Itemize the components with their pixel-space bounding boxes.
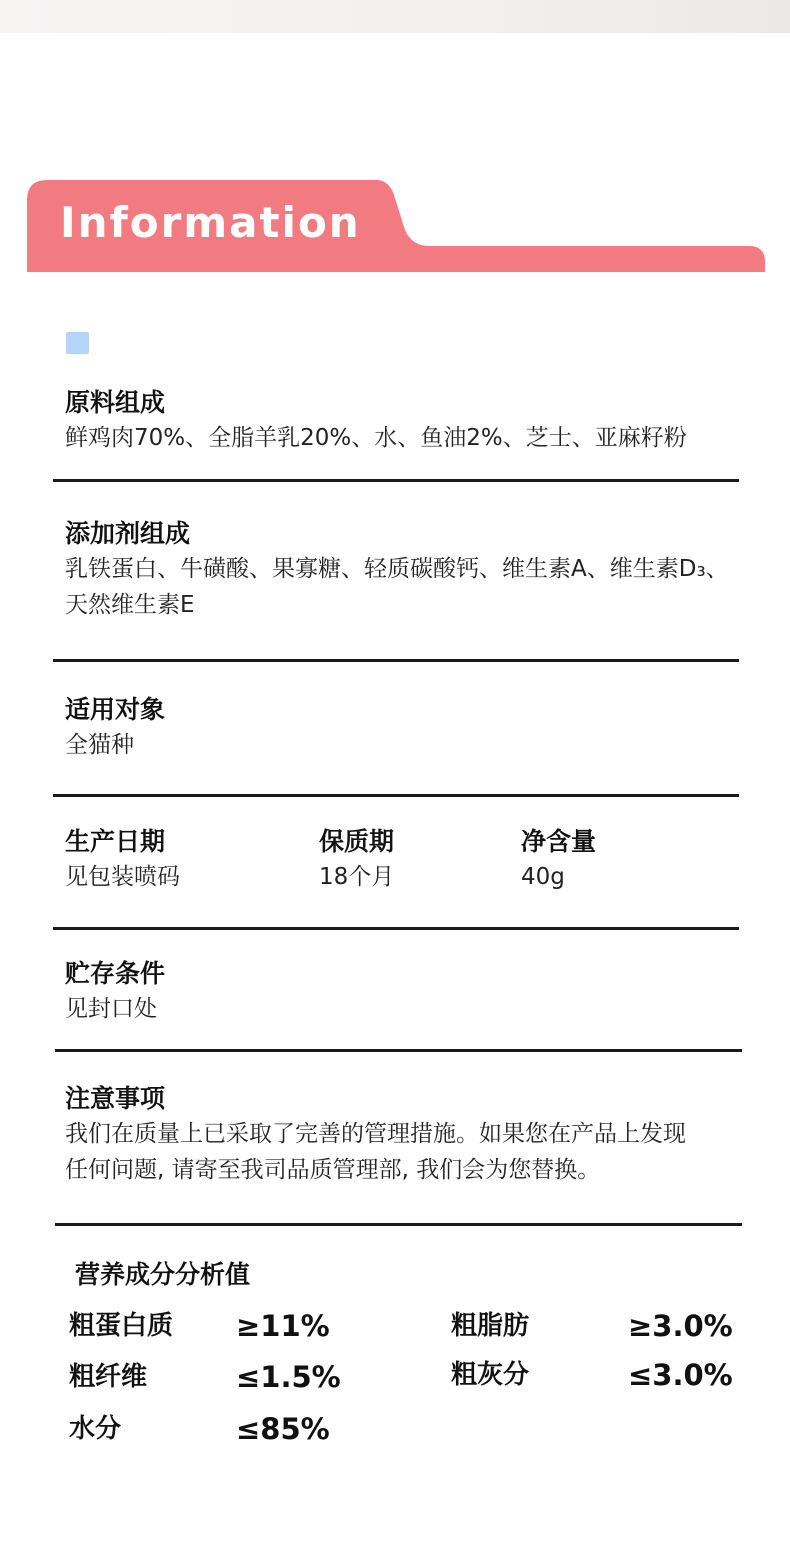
section-title: 适用对象 xyxy=(65,695,166,724)
section-additives xyxy=(65,517,729,623)
section-line: 见封口处 xyxy=(65,996,157,1022)
divider xyxy=(53,794,739,797)
section-title: 原料组成 xyxy=(65,388,166,417)
info-value: 18个月 xyxy=(319,864,395,890)
blue-square-marker xyxy=(66,332,89,354)
section-title: 注意事项 xyxy=(65,1084,166,1113)
nutrient-value: ≥3.0% xyxy=(628,1309,733,1343)
section-title: 添加剂组成 xyxy=(65,519,191,548)
section-line: 任何问题, 请寄至我司品质管理部, 我们会为您替换。 xyxy=(65,1157,601,1183)
info-value: 见包装喷码 xyxy=(65,864,180,890)
info-shelf-life xyxy=(319,825,394,895)
top-gradient-strip xyxy=(0,0,790,33)
banner-title: Information xyxy=(60,198,361,247)
section-line: 天然维生素E xyxy=(65,592,195,618)
nutrient-name: 粗脂肪 xyxy=(451,1311,530,1341)
info-net-content xyxy=(521,825,596,895)
nutrient-name: 粗纤维 xyxy=(69,1362,148,1392)
nutrient-value: ≤85% xyxy=(236,1412,330,1446)
nutrient-name: 水分 xyxy=(69,1414,122,1444)
divider xyxy=(53,927,739,930)
divider xyxy=(55,1223,742,1226)
section-line: 全猫种 xyxy=(65,732,134,758)
section-storage xyxy=(65,957,165,1027)
section-notice xyxy=(65,1082,686,1188)
nutrient-value: ≤1.5% xyxy=(236,1360,341,1394)
nutrition-title: 营养成分分析值 xyxy=(75,1260,251,1289)
divider xyxy=(53,479,739,482)
section-line: 鲜鸡肉70%、全脂羊乳20%、水、鱼油2%、芝士、亚麻籽粉 xyxy=(65,425,687,451)
divider xyxy=(53,659,739,662)
information-banner xyxy=(27,178,765,272)
section-applicable xyxy=(65,693,165,763)
info-title: 净含量 xyxy=(521,827,597,856)
section-title: 贮存条件 xyxy=(65,959,166,988)
info-production-date xyxy=(65,825,180,895)
nutrient-name: 粗蛋白质 xyxy=(69,1311,174,1341)
nutrient-name: 粗灰分 xyxy=(451,1360,530,1390)
section-line: 乳铁蛋白、牛磺酸、果寡糖、轻质碳酸钙、维生素A、维生素D₃、 xyxy=(65,556,729,582)
divider xyxy=(55,1049,742,1052)
nutrient-value: ≥11% xyxy=(236,1309,330,1343)
info-title: 生产日期 xyxy=(65,827,166,856)
nutrient-value: ≤3.0% xyxy=(628,1358,733,1392)
info-value: 40g xyxy=(521,864,565,890)
section-line: 我们在质量上已采取了完善的管理措施。如果您在产品上发现 xyxy=(65,1121,686,1147)
info-title: 保质期 xyxy=(319,827,395,856)
section-ingredients xyxy=(65,386,687,456)
